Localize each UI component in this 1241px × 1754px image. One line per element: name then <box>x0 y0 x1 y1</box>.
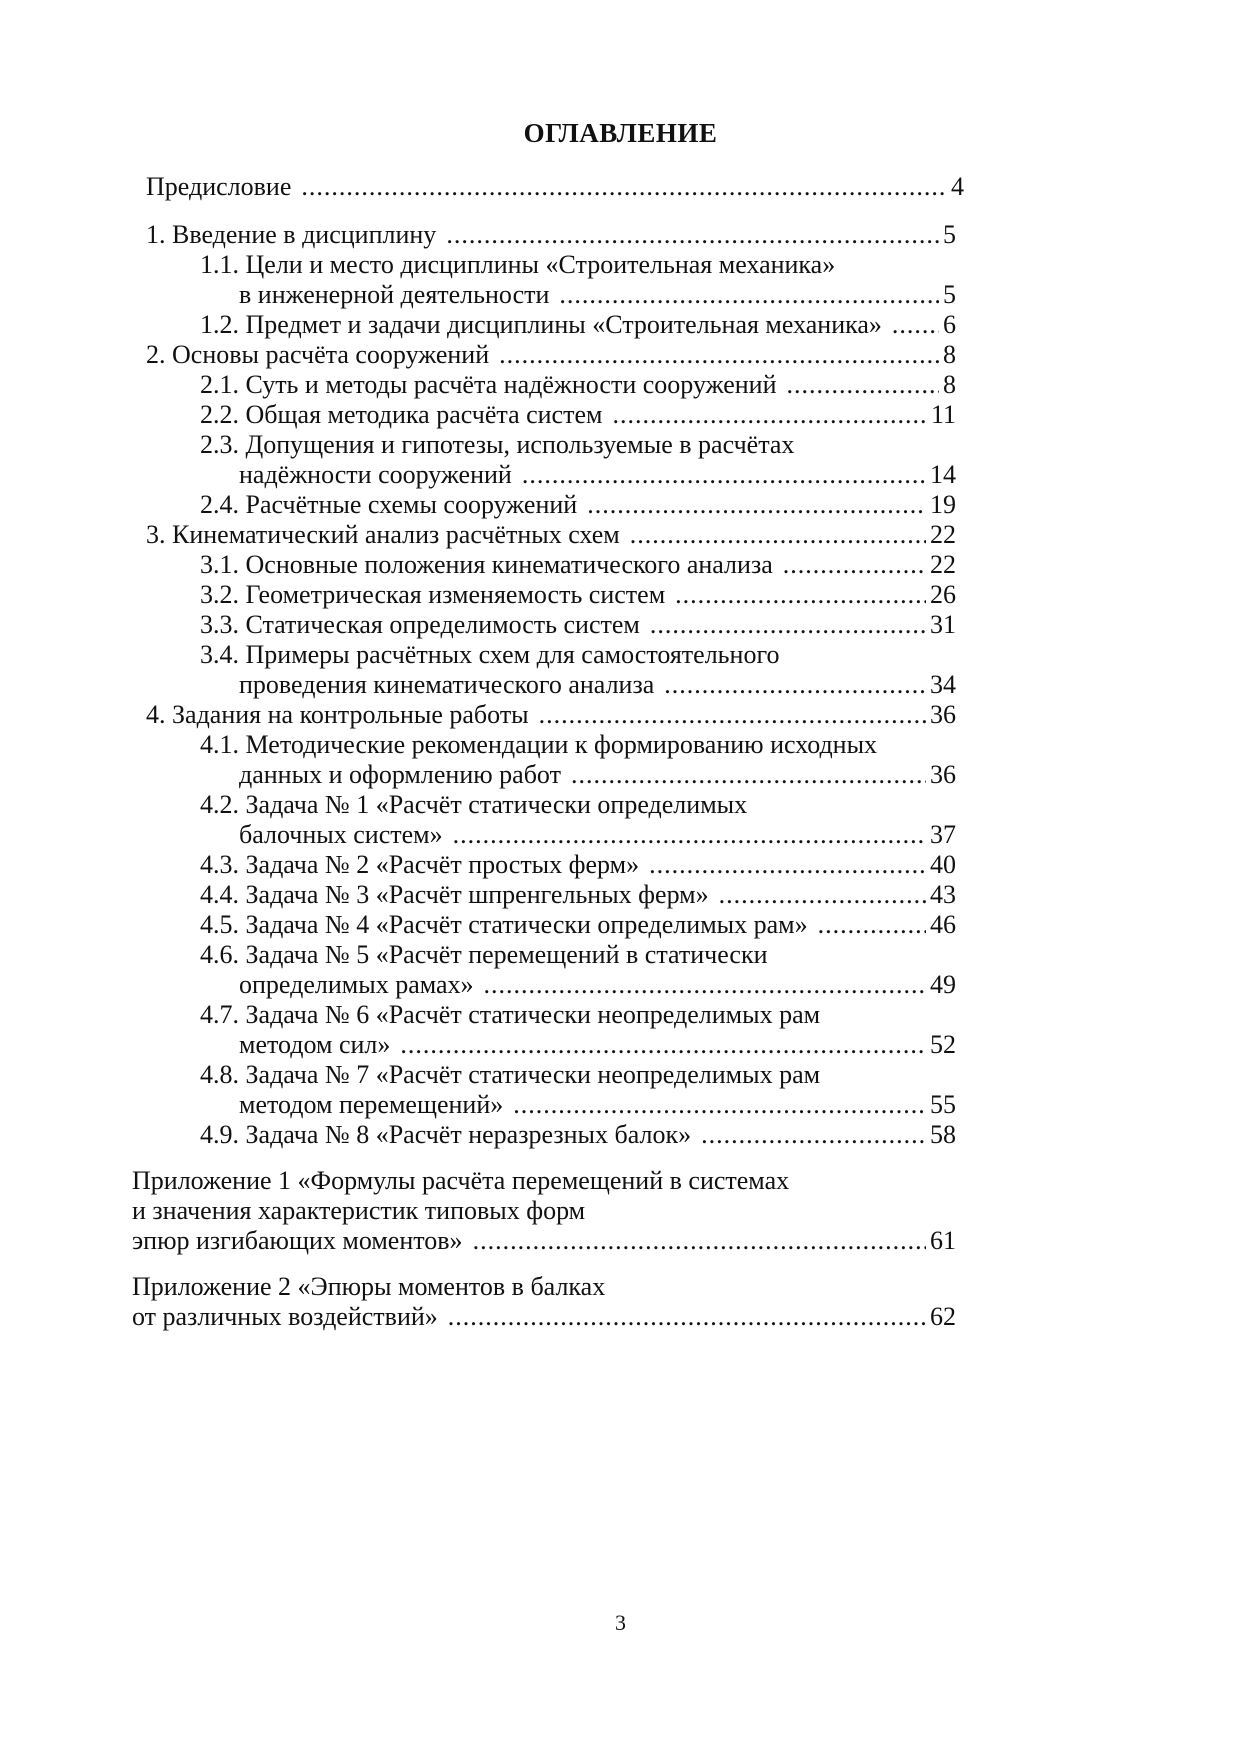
toc-entry-section-3-1[interactable] <box>200 550 956 580</box>
dot-leader <box>453 820 926 850</box>
dot-leader <box>400 1030 926 1060</box>
toc-entry-section-3[interactable] <box>146 520 956 550</box>
dot-leader <box>473 1226 926 1256</box>
toc-entry-title: 3. Кинематический анализ расчётных схем <box>146 520 620 549</box>
toc-page-number: 58 <box>930 1120 956 1149</box>
toc-entry-section-4-1[interactable] <box>200 730 956 760</box>
toc-entry-title: Приложение 2 «Эпюры моментов в балках <box>132 1272 606 1301</box>
toc-entry-appendix-1-cont[interactable] <box>132 1196 956 1226</box>
dot-leader <box>499 340 939 370</box>
toc-page-number: 26 <box>930 580 956 609</box>
toc-entry-section-2-2[interactable] <box>200 400 956 430</box>
toc-entry-title: 2.4. Расчётные схемы сооружений <box>200 490 578 519</box>
toc-page-number: 40 <box>930 850 956 879</box>
dot-leader <box>484 970 926 1000</box>
toc-entry-section-4-5[interactable] <box>200 910 956 940</box>
toc-entry-title: 4.2. Задача № 1 «Расчёт статически определимых <box>200 790 748 819</box>
toc-page-number: 8 <box>943 370 956 399</box>
dot-leader <box>649 850 926 880</box>
toc-page-number: 46 <box>930 910 956 939</box>
toc-page-number: 36 <box>930 700 956 729</box>
dot-leader <box>701 1120 926 1150</box>
toc-entry-appendix-2[interactable] <box>132 1272 956 1302</box>
toc-entry-section-3-4[interactable] <box>200 640 956 670</box>
dot-leader <box>587 490 926 520</box>
toc-page-number: 11 <box>930 400 956 429</box>
toc-entry-title: балочных систем» <box>239 820 443 849</box>
dot-leader <box>612 400 926 430</box>
toc-entry-section-4-7-cont[interactable] <box>239 1030 956 1060</box>
toc-entry-title: в инженерной деятельности <box>239 280 550 309</box>
toc-entry-section-4-1-cont[interactable] <box>239 760 956 790</box>
toc-entry-title: 3.3. Статическая определимость систем <box>200 610 640 639</box>
toc-page-number: 52 <box>930 1030 956 1059</box>
dot-leader <box>650 610 926 640</box>
toc-entry-appendix-2-cont[interactable] <box>132 1302 956 1332</box>
toc-entry-section-1-1[interactable] <box>200 250 956 280</box>
toc-page-number: 61 <box>930 1226 956 1255</box>
toc-entry-section-2-3[interactable] <box>200 430 956 460</box>
toc-entry-section-4-7[interactable] <box>200 1000 956 1030</box>
toc-entry-title: 4.6. Задача № 5 «Расчёт перемещений в статически <box>200 940 768 969</box>
toc-page-number: 22 <box>930 550 956 579</box>
dot-leader <box>522 460 926 490</box>
toc-entry-section-4-8-cont[interactable] <box>239 1090 956 1120</box>
toc-entry-title: 4.8. Задача № 7 «Расчёт статически неопределимых рам <box>200 1060 821 1089</box>
dot-leader <box>301 172 947 202</box>
dot-leader <box>783 550 926 580</box>
toc-entry-title: надёжности сооружений <box>239 460 512 489</box>
page-number: 3 <box>615 1610 626 1635</box>
toc-entry-title: 3.1. Основные положения кинематического анализа <box>200 550 773 579</box>
toc-entry-title: эпюр изгибающих моментов» <box>132 1226 463 1255</box>
toc-entry-title: и значения характеристик типовых форм <box>132 1196 586 1225</box>
toc-entry-section-3-3[interactable] <box>200 610 956 640</box>
toc-page-number: 5 <box>943 280 956 309</box>
toc-entry-title: 4.7. Задача № 6 «Расчёт статически неопределимых рам <box>200 1000 821 1029</box>
toc-entry-section-1[interactable] <box>146 220 956 250</box>
dot-leader <box>892 310 939 340</box>
dot-leader <box>446 220 939 250</box>
toc-entry-section-2-1[interactable] <box>200 370 956 400</box>
toc-entry-section-4-9[interactable] <box>200 1120 956 1150</box>
toc-entry-preface[interactable] <box>146 172 964 202</box>
dot-leader <box>513 1090 926 1120</box>
toc-page-number: 37 <box>930 820 956 849</box>
toc-page-number: 62 <box>930 1302 956 1331</box>
toc-page-number: 19 <box>930 490 956 519</box>
toc-entry-title: 4.4. Задача № 3 «Расчёт шпренгельных ферм» <box>200 880 709 909</box>
toc-entry-section-3-2[interactable] <box>200 580 956 610</box>
dot-leader <box>559 280 939 310</box>
toc-entry-title: данных и оформлению работ <box>239 760 561 789</box>
toc-page-number: 55 <box>930 1090 956 1119</box>
toc-page-number: 36 <box>930 760 956 789</box>
dot-leader <box>630 520 926 550</box>
dot-leader <box>539 700 926 730</box>
toc-entry-section-4-4[interactable] <box>200 880 956 910</box>
toc-entry-section-4-3[interactable] <box>200 850 956 880</box>
toc-page-number: 5 <box>943 220 956 249</box>
toc-entry-section-4-2[interactable] <box>200 790 956 820</box>
toc-entry-section-2[interactable] <box>146 340 956 370</box>
toc-page-number: 22 <box>930 520 956 549</box>
toc-entry-title: Приложение 1 «Формулы расчёта перемещений в системах <box>132 1166 790 1195</box>
toc-entry-appendix-1[interactable] <box>132 1166 956 1196</box>
toc-entry-title: 3.4. Примеры расчётных схем для самостоятельного <box>200 640 780 669</box>
toc-entry-title: методом перемещений» <box>239 1090 504 1119</box>
toc-page-number: 14 <box>930 460 956 489</box>
toc-page-number: 34 <box>930 670 956 699</box>
toc-entry-section-4-8[interactable] <box>200 1060 956 1090</box>
toc-entry-section-4-6[interactable] <box>200 940 956 970</box>
toc-entry-title: 4.9. Задача № 8 «Расчёт неразрезных балок» <box>200 1120 692 1149</box>
dot-leader <box>818 910 926 940</box>
toc-entry-title: 4.5. Задача № 4 «Расчёт статически определимых рам» <box>200 910 808 939</box>
toc-entry-section-1-2[interactable] <box>200 310 956 340</box>
dot-leader <box>675 580 926 610</box>
toc-page-number: 43 <box>930 880 956 909</box>
toc-entry-title: 1.2. Предмет и задачи дисциплины «Строительная механика» <box>200 310 882 339</box>
dot-leader <box>787 370 939 400</box>
toc-entry-title: 4. Задания на контрольные работы <box>146 700 529 729</box>
toc-entry-title: методом сил» <box>239 1030 391 1059</box>
toc-page-number: 8 <box>943 340 956 369</box>
toc-entry-appendix-1-cont2[interactable] <box>132 1226 956 1256</box>
dot-leader <box>448 1302 926 1332</box>
toc-entry-section-4[interactable] <box>146 700 956 730</box>
page-title: ОГЛАВЛЕНИЕ <box>523 118 718 148</box>
toc-page-number: 4 <box>951 172 964 201</box>
toc-entry-title: 2.3. Допущения и гипотезы, используемые в расчётах <box>200 430 795 459</box>
toc-entry-title: 2.1. Суть и методы расчёта надёжности сооружений <box>200 370 777 399</box>
toc-entry-section-3-4-cont[interactable] <box>239 670 956 700</box>
toc-entry-title: 1.1. Цели и место дисциплины «Строительная механика» <box>200 250 836 279</box>
toc-entry-title: 2.2. Общая методика расчёта систем <box>200 400 603 429</box>
toc-entry-title: 4.1. Методические рекомендации к формированию исходных <box>200 730 878 759</box>
toc-entry-section-2-3-cont[interactable] <box>239 460 956 490</box>
toc-page-number: 31 <box>930 610 956 639</box>
toc-entry-title: 1. Введение в дисциплину <box>146 220 437 249</box>
dot-leader <box>719 880 926 910</box>
toc-page-number: 6 <box>943 310 956 339</box>
toc-entry-title: 3.2. Геометрическая изменяемость систем <box>200 580 666 609</box>
toc-entry-title: Предисловие <box>146 172 292 201</box>
toc-entry-section-2-4[interactable] <box>200 490 956 520</box>
toc-entry-title: определимых рамах» <box>239 970 474 999</box>
dot-leader <box>664 670 926 700</box>
dot-leader <box>571 760 926 790</box>
toc-entry-title: от различных воздействий» <box>132 1302 438 1331</box>
toc-entry-section-4-2-cont[interactable] <box>239 820 956 850</box>
toc-entry-title: 4.3. Задача № 2 «Расчёт простых ферм» <box>200 850 640 879</box>
toc-entry-section-4-6-cont[interactable] <box>239 970 956 1000</box>
toc-page-number: 49 <box>930 970 956 999</box>
toc-entry-title: 2. Основы расчёта сооружений <box>146 340 490 369</box>
toc-entry-section-1-1-cont[interactable] <box>239 280 956 310</box>
toc-entry-title: проведения кинематического анализа <box>239 670 655 699</box>
